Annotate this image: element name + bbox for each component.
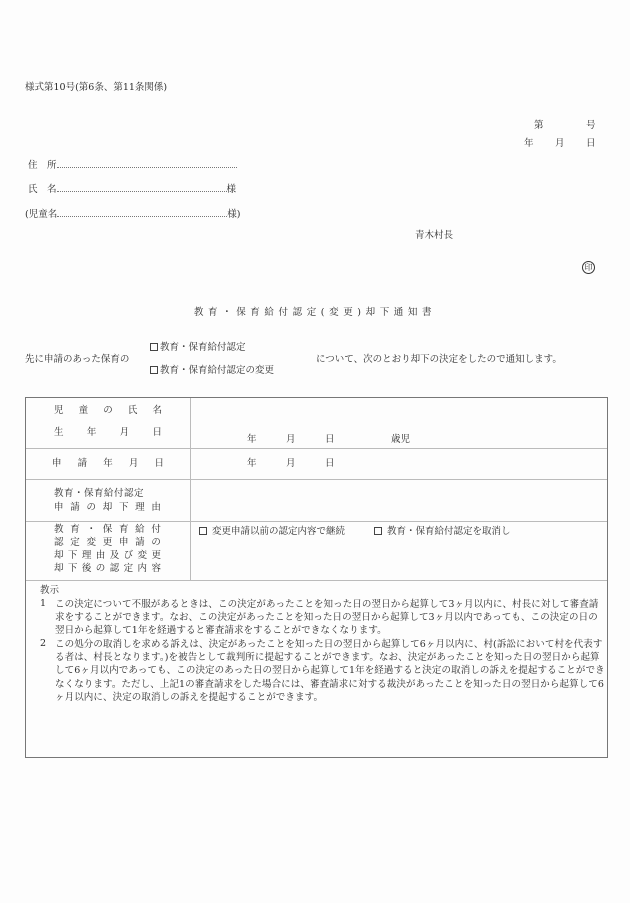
label-char: 育 xyxy=(70,524,80,535)
change-rejection-value-cell xyxy=(191,522,607,580)
label-char: 日 xyxy=(154,458,164,469)
option-continue-previous-label: 変更申請以前の認定内容で継続 xyxy=(212,526,346,537)
label-char: 理 xyxy=(81,550,92,561)
child-name-label: (児童名 xyxy=(25,209,58,220)
label-char: の xyxy=(151,537,161,548)
label-char: の xyxy=(103,405,113,416)
change-heading-line2 xyxy=(54,537,161,549)
label-char: 及 xyxy=(109,550,120,561)
child-name-field[interactable] xyxy=(57,209,227,217)
seal-icon: 印 xyxy=(582,261,595,274)
label-char: 児 xyxy=(54,405,64,416)
form-number: 様式第10号(第6条、第11条関係) xyxy=(25,82,168,93)
label-char: 定 xyxy=(123,563,134,574)
label-char: 保 xyxy=(102,524,113,535)
apply-month-unit: 月 xyxy=(286,458,296,469)
child-name-honorific: 様) xyxy=(227,209,241,220)
label-char: 由 xyxy=(151,502,161,513)
label-char: 生 xyxy=(54,427,64,438)
issuer-title: 青木村長 xyxy=(415,230,454,241)
label-char: 由 xyxy=(95,550,106,561)
application-date-row xyxy=(26,449,607,480)
label-char: 氏 xyxy=(127,405,138,416)
checkbox-icon[interactable] xyxy=(150,366,158,374)
recipient-address-row xyxy=(28,160,237,172)
child-info-label-cell xyxy=(26,398,191,448)
address-field[interactable] xyxy=(57,160,237,168)
application-date-value-cell[interactable] xyxy=(191,449,607,479)
label-char: 給 xyxy=(135,524,145,535)
doc-number-prefix: 第 xyxy=(534,120,544,131)
option-cancel-certification[interactable] xyxy=(374,526,511,538)
change-rejection-label-cell xyxy=(26,522,191,580)
intro-option-certification-label: 教育・保育給付認定 xyxy=(160,342,246,353)
change-heading-line3 xyxy=(54,550,161,562)
label-char: 請 xyxy=(135,537,145,548)
label-char: 内 xyxy=(137,563,148,574)
checkbox-icon[interactable] xyxy=(150,343,158,351)
label-char: 教 xyxy=(54,524,64,535)
label-char: 認 xyxy=(54,537,64,548)
issue-date-year: 年 xyxy=(524,138,534,149)
label-char: 変 xyxy=(86,537,96,548)
intro-option-change-label: 教育・保育給付認定の変更 xyxy=(160,365,275,376)
application-date-label-cell xyxy=(26,449,191,479)
label-char: 日 xyxy=(152,427,162,438)
rejection-reason-value-cell[interactable] xyxy=(191,480,607,521)
label-char: 付 xyxy=(151,524,161,535)
change-heading-line4 xyxy=(54,563,161,575)
issue-date-month: 月 xyxy=(555,138,565,149)
label-char: 変 xyxy=(137,550,148,561)
label-char: 童 xyxy=(78,405,89,416)
name-field[interactable] xyxy=(57,184,227,192)
address-label: 住 所 xyxy=(28,160,57,171)
apply-day-unit: 日 xyxy=(325,458,335,469)
change-heading-line1 xyxy=(54,524,161,536)
checkbox-icon[interactable] xyxy=(199,527,207,535)
label-char: の xyxy=(95,563,106,574)
name-label: 氏 名 xyxy=(28,184,57,195)
label-char: 却 xyxy=(102,502,113,513)
label-char: 却 xyxy=(54,550,64,561)
option-cancel-certification-label: 教育・保育給付認定を取消し xyxy=(387,526,511,537)
label-char: 請 xyxy=(77,458,88,469)
issue-date-day: 日 xyxy=(586,138,596,149)
label-char: 下 xyxy=(118,502,129,513)
child-name-row xyxy=(25,209,240,221)
label-char: の xyxy=(86,502,96,513)
birth-year-unit: 年 xyxy=(247,434,257,445)
intro-option-change[interactable] xyxy=(150,365,274,377)
rejection-reason-label-cell xyxy=(26,480,191,521)
birth-month-unit: 月 xyxy=(286,434,296,445)
label-char: 申 xyxy=(118,537,129,548)
label-char: 年 xyxy=(86,427,97,438)
notice-item-number: 2 xyxy=(40,638,47,649)
notice-title: 教示 xyxy=(40,585,60,596)
rejection-details-table xyxy=(25,397,608,758)
rejection-reason-heading-line2 xyxy=(54,502,161,514)
child-info-row xyxy=(26,398,607,449)
label-char: 育 xyxy=(118,524,129,535)
label-char: び xyxy=(123,550,134,561)
label-char: 名 xyxy=(152,405,162,416)
label-char: 定 xyxy=(70,537,80,548)
birth-day-unit: 日 xyxy=(325,434,335,445)
birth-date-heading xyxy=(54,427,162,439)
label-char: 月 xyxy=(119,427,130,438)
label-char: 認 xyxy=(109,563,120,574)
rejection-reason-heading-line1: 教育・保育給付認定 xyxy=(54,488,145,499)
notice-item-text: この処分の取消しを求める訴えは、決定があったことを知った日の翌日から起算して6ヶ月以内に、村(訴訟において村を代表する者は、村長となります。)を被告として裁判所に提起することができます。なお、決定があったことを知った日の翌日から起算して6ヶ月以内であっても、この決定のあった日の翌日から起算して1年を経過すると決定の取消しの訴えを提起することができなくなります。ただし、上記1の審査請求をした場合には、審査請求に対する裁決があったことを知った日の翌日から起算して6ヶ月以内に、決定の取消しの訴えを提起することができます。 xyxy=(55,639,605,703)
label-char: 理 xyxy=(135,502,145,513)
age-unit: 歳児 xyxy=(391,434,411,445)
label-char: 更 xyxy=(102,537,113,548)
label-char: 月 xyxy=(128,458,139,469)
label-char: 年 xyxy=(103,458,113,469)
notice-item-number: 1 xyxy=(40,598,47,609)
label-char: 後 xyxy=(81,563,92,574)
option-continue-previous[interactable] xyxy=(199,526,345,538)
label-char: ・ xyxy=(86,524,96,535)
label-char: 容 xyxy=(151,563,161,574)
label-char: 下 xyxy=(67,563,78,574)
intro-prefix: 先に申請のあった保育の xyxy=(25,354,130,365)
rejection-reason-row xyxy=(26,480,607,522)
child-info-value-cell[interactable] xyxy=(191,398,607,448)
label-char: 申 xyxy=(52,458,62,469)
document-title: 教育・保育給付認定(変更)却下通知書 xyxy=(193,307,437,318)
doc-number-suffix: 号 xyxy=(586,120,596,131)
change-rejection-row xyxy=(26,522,607,581)
label-char: 下 xyxy=(67,550,78,561)
label-char: 申 xyxy=(54,502,64,513)
label-char: 更 xyxy=(151,550,161,561)
label-char: 却 xyxy=(54,563,64,574)
checkbox-icon[interactable] xyxy=(374,527,382,535)
intro-suffix: について、次のとおり却下の決定をしたので通知します。 xyxy=(316,354,562,365)
notice-item-text: この決定について不服があるときは、この決定があったことを知った日の翌日から起算して3ヶ月以内に、村長に対して審査請求をすることができます。なお、この決定があったことを知った日の翌日から起算して3ヶ月以内であっても、この決定の日の翌日から起算して1年を経過すると審査請求をすることができなくなります。 xyxy=(55,599,599,637)
recipient-name-row xyxy=(28,184,236,196)
name-honorific: 様 xyxy=(226,184,237,195)
label-char: 請 xyxy=(70,502,80,513)
apply-year-unit: 年 xyxy=(247,458,257,469)
intro-option-certification[interactable] xyxy=(150,342,246,354)
application-date-heading xyxy=(52,458,164,470)
child-name-heading xyxy=(54,405,162,417)
